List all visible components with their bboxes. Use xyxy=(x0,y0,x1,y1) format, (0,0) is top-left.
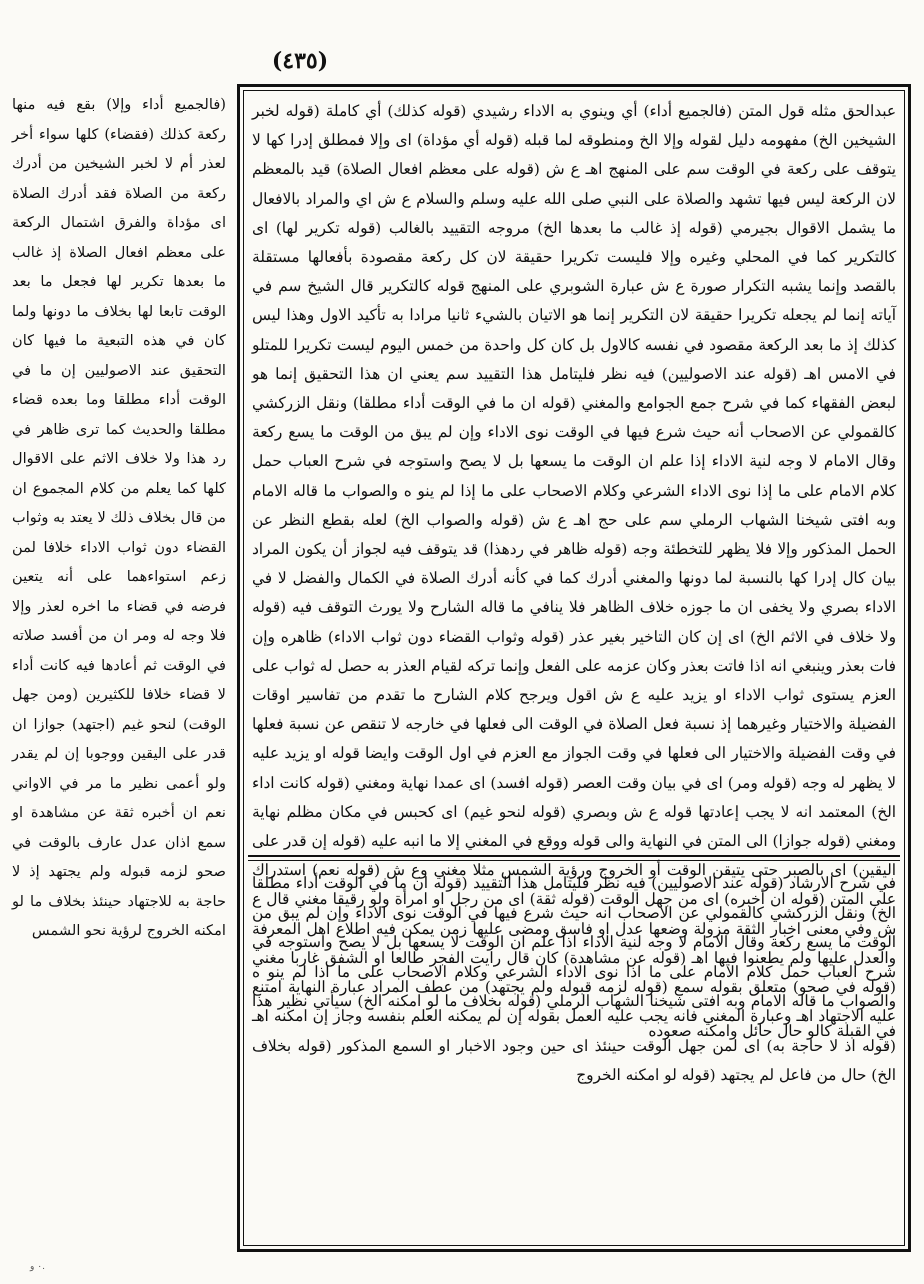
margin-matn-text: (فالجميع أداء وإلا) بقع فيه منها ركعة كذلك (فقضاء) كلها سواء أخر لعذر أم لا لخبر الشيخين من أدرك ركعة من الصلاة فقد أدرك الصلاة اى مؤداة والفرق اشتمال الركعة على معظم افعال الصلاة إذ غالب ما بعدها تكرير لها فجعل ما بعد الوقت تابعا لها بخلاف ما دونها ولما كان في هذه التبعية ما فيها كان التحقيق عند الاصوليين إن ما في الوقت أداء مطلقا وما بعده قضاء مطلقا والحديث كما ترى ظاهر في رد هذا ولا خلاف الاثم على الاقوال كلها كما يعلم من كلام المجموع ان من قال بخلاف ذلك لا يعتد به وثواب القضاء دون ثواب الاداء خلافا لمن زعم استواءهما على أنه يتعين فرضه في قضاء ما اخره لعذر وإلا فلا وجه له ومر ان من أفسد صلاته في الوقت ثم أعادها فيه كانت أداء لا قضاء خلافا للكثيرين (ومن جهل الوقت) لنحو غيم (اجتهد) جوازا ان قدر على اليقين ووجوبا إن لم يقدر ولو أعمى نظير ما مر في الاواني نعم ان أخبره ثقة عن مشاهدة او سمع اذان عدل عارف بالوقت في صحو لزمه قبوله ولم يجتهد إذ لا حاجة به للاجتهاد حينئذ بخلاف ما لو امكنه الخروج لرؤية نحو الشمس xyxy=(12,96,226,939)
section-divider xyxy=(248,855,900,857)
page-number: (٤٣٥) xyxy=(271,48,329,74)
footnote-text: في شرح الارشاد (قوله عند الاصوليين) فيه نظر فليتامل هذا التقييد (قوله ان ما في الوقت أداء مطلقا الخ) ونقل الزركشي كالقمولي عن الاصحاب انه حيث شرع فيها في الوقت نوى الاداء وإن لم يبق من الوقت ما يسع ركعة وقال الامام لا وجه لنية الاداء اذا علم ان الوقت لا يسعها بل لا يصح واستوجه في شرح العباب حمل كلام الامام على ما اذا نوى الاداء الشرعي وكلام الاصحاب على ما اذا لم ينو ه والصواب ما قاله الامام وبه افتى شيخنا الشهاب الرملي (قوله بخلاف ما لو امكنه الخ) سيأتي نظير هذا في القبلة كالو حال حائل وامكنه صعوده xyxy=(252,874,896,1040)
corner-mark: ٠ و. xyxy=(30,1262,45,1272)
main-frame xyxy=(237,84,911,1252)
commentary-text: عبدالحق مثله قول المتن (فالجميع أداء) أي وينوي به الاداء رشيدي (قوله كذلك) أي كاملة (قوله لخبر الشيخين الخ) مفهومه دليل لقوله وإلا الخ ومنطوقه لما قبله (قوله أي مؤداة) اى وإلا فمطلق إدرا كها لا يتوقف على ركعة في الوقت سم على المنهج اهـ ع ش (قوله على معظم افعال الصلاة) قيد بالمعظم لان الركعة ليس فيها تشهد والصلاة على النبي صلى الله عليه وسلم والسلام ع ش اي والمراد بالافعال ما يشمل الاقوال بجيرمي (قوله إذ غالب ما بعدها الخ) مروجه التقييد بالغالب (قوله تكرير لها) اى كالتكرير كما في المحلي وغيره وإلا فليست تكريرا حقيقة لان كل ركعة مقصودة بأفعالها مستقلة بالقصد وإنما يشبه التكرار صورة ع ش عبارة الشوبري على المنهج قوله كالتكرير قال الشيخ سم في آياته إنما لم يجعله تكريرا حقيقة لان التكرير إنما هو الاتيان بالشيء ثانيا مرادا به تأكيد الاول وهذا ليس كذلك إذ ما بعد الركعة مقصود في نفسه كالاول بل كان كل واحدة من خمس اليوم ليست تكريرا للمتلو في الامس اهـ (قوله عند الاصوليين) فيه نظر فليتامل هذا التقييد سم يعني ان هذا التحقيق إنما هو لبعض الفقهاء كما في شرح جمع الجوامع والمغني (قوله ان ما في الوقت أداء مطلقا) ونقل الزركشي كالقمولي عن الاصحاب أنه حيث شرع فيها في الوقت نوى الاداء وإن لم يبق من الوقت ما يسع ركعة وقال الامام لا وجه لنية الاداء إذا علم ان الوقت ما يسعها بل لا يصح واستوجه في شرح العباب حمل كلام الامام على ما إذا نوى الاداء الشرعي وكلام الاصحاب على ما إذا لم ينو ه والصواب ما قاله الامام وبه افتى شيخنا الشهاب الرملي سم على حج اهـ ع ش (قوله والصواب الخ) لعله بقطع النظر عن الحمل المذكور وإلا فلا يظهر للتخطئة وجه (قوله ظاهر في ردهذا) قد يتوقف فيه لجواز أن يكون المراد بيان كال إدرا كها بالنسبة لما دونها والمغني أدرك كما في كأنه أدرك الصلاة في الكمال والفضل لا في الاداء بصري ولا يخفى ان ما جوزه خلاف الظاهر فلا ينافي ما قاله الشارح ولا يورث التوقف فيه (قوله ولا خلاف في الاثم الخ) اى إن كان التاخير بغير عذر (قوله وثواب القضاء دون ثواب الاداء) ظاهره وإن فات بعذر وينبغي انه اذا فاتت بعذر وكان عزمه على الفعل وإنما تركه لقيام العذر به حصل له ثواب على العزم يستوى ثواب الاداء او يزيد عليه ع ش اقول ويرجح كلام الشارح ما تقدم من تفاسير اوقات الفضيلة والاختيار وغيرهما إذ نسبة فعل الصلاة في الوقت الى فعلها في خارجه لا تنقص عن نسبة فعلها في وقت الفضيلة والاختيار الى فعلها في وقت الجواز مع العزم في اول الوقت وايضا قوله او يزيد عليه لا يظهر له وجه (قوله ومر) اى في بيان وقت العصر (قوله افسد) اى عمدا نهاية ومغني (قوله كانت اداء الخ) المعتمد انه لا يجب إعادتها قوله ع ش وبصري (قوله لنحو غيم) اى كحبس في مكان مظلم نهاية ومغني (قوله جوازا) الى المتن في النهاية والى قوله ووقع في المغني إلا ما انبه عليه (قوله إن قدر على اليقين) اى بالصبر حتى يتيقن الوقت أو الخروج ورؤية الشمس مثلا مغني وع ش (قوله نعم) استدراك على المتن (قوله ان أخبره) اى من جهل الوقت (قوله ثقة) اى من رجل او امرأة ولو رقيقا مغني قال ع ش وفي معنى اخبار الثقة مزولة وضعها عدل او فاسق ومضى عليها زمن يمكن فيه اطلاع اهل المعرفة والعدل عليها ولم يطعنوا فيها اهـ (قوله عن مشاهدة) كان قال رايت الفجر طالعا او الشفق غاربا مغني (قوله في صحو) متعلق بقوله سمع (قوله لزمه قبوله ولم يجتهد) من عطف المراد عبارة النهاية امتنع عليه الاجتهاد اهـ وعبارة المغني فانه يجب عليه العمل بقوله إن لم يمكنه العلم بنفسه وجاز إن امكنه اهـ (قوله اذ لا حاجة به) اى لمن جهل الوقت حينئذ اى حين وجود الاخبار او السمع المذكور (قوله بخلاف الخ) حال من فاعل لم يجتهد (قوله لو امكنه الخروج xyxy=(252,102,896,1084)
